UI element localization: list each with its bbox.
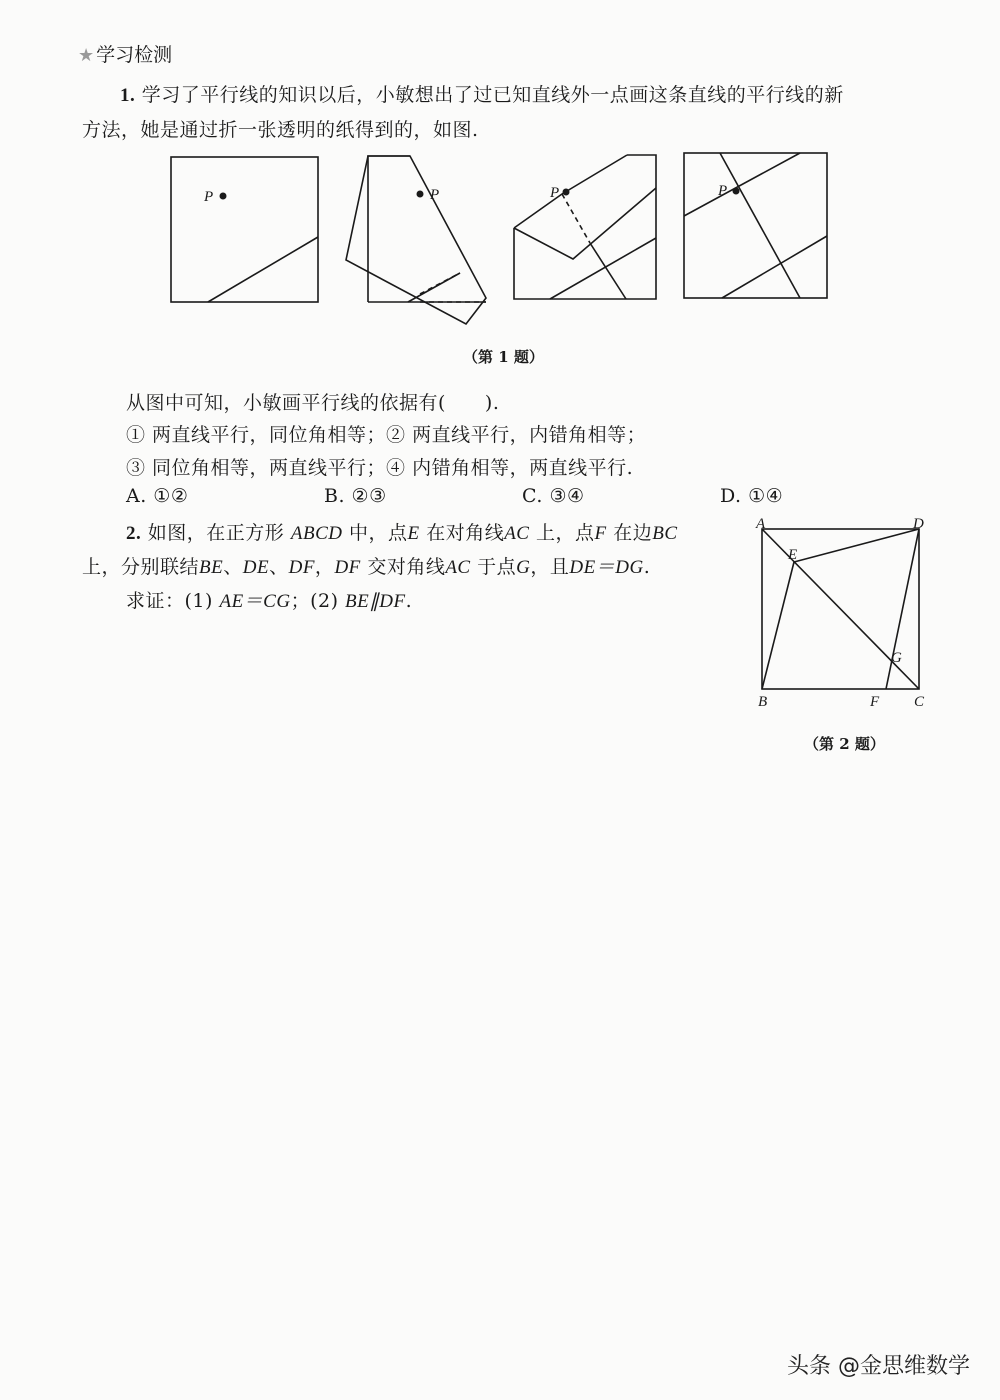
given-line-1	[208, 237, 318, 302]
label-p-2: P	[430, 187, 440, 203]
segment-be	[762, 562, 794, 689]
label-f: F	[870, 694, 880, 710]
paper-edge-2	[368, 156, 410, 302]
q1-figure	[160, 148, 840, 330]
q2-figure	[748, 512, 938, 712]
label-b: B	[758, 694, 768, 710]
given-line-3	[550, 238, 656, 299]
folded-flap-2	[346, 156, 486, 324]
hidden-crease-2	[420, 273, 460, 294]
paper-edge-3	[514, 155, 656, 299]
label-c: C	[914, 694, 925, 710]
label-e: E	[788, 547, 798, 563]
section-title: 学习检测	[96, 44, 173, 66]
segment-de	[794, 529, 919, 562]
label-g: G	[891, 650, 902, 666]
label-p-1: P	[204, 189, 214, 205]
choice-d: D. ①④	[720, 485, 784, 507]
fold-step-4	[684, 153, 827, 298]
hidden-crease-3	[562, 194, 590, 243]
footer-watermark: 头条 @金思维数学	[787, 1354, 970, 1379]
point-p-1	[220, 193, 227, 200]
given-line-4	[722, 236, 827, 298]
q1-line1	[120, 80, 844, 107]
q1-number: 1.	[120, 85, 136, 106]
star-icon: ★	[78, 45, 95, 66]
point-p-4	[733, 188, 740, 195]
section-heading	[78, 40, 172, 67]
fold-line-3	[514, 155, 627, 228]
q1-options-line1: ① 两直线平行，同位角相等；② 两直线平行，内错角相等；	[126, 424, 647, 446]
label-a: A	[756, 516, 766, 532]
q2-prove: 求证：(1) AE＝CG；(2) BE∥DF.	[126, 590, 413, 612]
label-p-3: P	[550, 185, 560, 201]
q1-text-line1: 学习了平行线的知识以后，小敏想出了过已知直线外一点画这条直线的平行线的新	[141, 84, 844, 106]
choice-b: B. ②③	[324, 485, 387, 507]
fold-step-2	[346, 156, 486, 324]
crease-3	[590, 243, 626, 299]
fold-step-3	[514, 155, 656, 299]
q2-number: 2.	[126, 523, 142, 544]
q1-line2: 方法，她是通过折一张透明的纸得到的，如图.	[82, 119, 479, 141]
parallel-line-4	[684, 153, 800, 216]
q2-line1: 2. 如图，在正方形 ABCD 中，点E 在对角线AC 上，点F 在边BC	[126, 522, 678, 544]
label-p-4: P	[718, 183, 728, 199]
point-p-3	[563, 189, 570, 196]
q1-question: 从图中可知，小敏画平行线的依据有( ).	[126, 392, 500, 414]
q2-line2: 上，分别联结BE、DE、DF，DF 交对角线AC 于点G，且DE＝DG.	[82, 556, 651, 578]
folded-flap-3	[514, 188, 656, 259]
paper-square-4	[684, 153, 827, 298]
choice-a: A. ①②	[126, 485, 189, 507]
label-d: D	[913, 516, 924, 532]
q1-options-line2: ③ 同位角相等，两直线平行；④ 内错角相等，两直线平行.	[126, 457, 634, 479]
q2-figure-caption: （第 2 题）	[804, 735, 885, 753]
point-p-2	[417, 191, 424, 198]
fold-step-1	[171, 157, 318, 302]
choice-c: C. ③④	[522, 485, 585, 507]
q1-figure-caption: （第 1 题）	[463, 348, 544, 366]
